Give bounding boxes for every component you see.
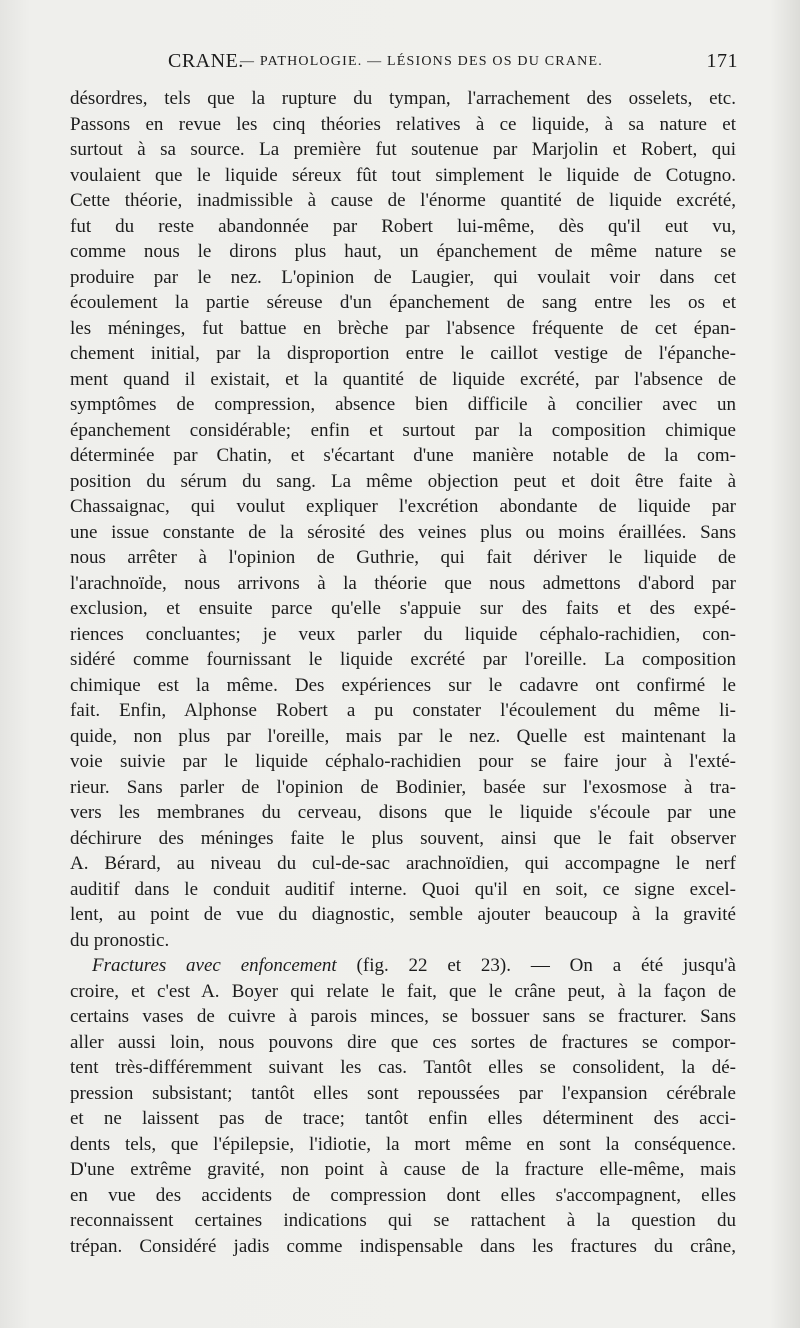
- text-line: Cette théorie, inadmissible à cause de l'énorme quantité de liquide excrété,: [70, 190, 736, 211]
- text-line: chimique est la même. Des expériences sur le cadavre ont confirmé le: [70, 674, 736, 696]
- paragraph-fractures: [70, 953, 736, 1259]
- running-header: [68, 50, 738, 80]
- text-line: en vue des accidents de compression dont elles s'accompagnent, elles: [70, 1184, 736, 1206]
- text-line: sidéré comme fournissant le liquide excrété par l'oreille. La composition: [70, 649, 736, 670]
- text-line: déchirure des méninges faite le plus souvent, ainsi que le fait observer: [70, 827, 736, 849]
- paragraph-theories: [70, 86, 736, 953]
- text-line: croire, et c'est A. Boyer qui relate le fait, que le crâne peut, à la façon de: [70, 980, 736, 1002]
- text-line: produire par le nez. L'opinion de Laugier, qui voulait voir dans cet: [70, 266, 736, 288]
- text-line: fut du reste abandonnée par Robert lui-même, dès qu'il eut vu,: [70, 215, 736, 237]
- text-line: Chassaignac, qui voulut expliquer l'excrétion abondante de liquide par: [70, 496, 736, 517]
- text-line: rieur. Sans parler de l'opinion de Bodinier, basée sur l'exosmose à tra-: [70, 776, 736, 798]
- text-line: écoulement la partie séreuse d'un épanchement de sang entre les os et: [70, 292, 736, 313]
- body-text: [70, 86, 736, 1259]
- text-line: déterminée par Chatin, et s'écartant d'une manière notable de la com-: [70, 445, 736, 466]
- heading-line-rest: (fig. 22 et 23). — On a été jusqu'à: [336, 955, 736, 976]
- text-line: reconnaissent certaines indications qui se rattachent à la question du: [70, 1210, 736, 1231]
- text-line: l'arachnoïde, nous arrivons à la théorie que nous admettons d'abord par: [70, 572, 736, 594]
- text-line: fait. Enfin, Alphonse Robert a pu constater l'écoulement du même li-: [70, 700, 736, 721]
- text-line: lent, au point de vue du diagnostic, semble ajouter beaucoup à la gravité: [70, 904, 736, 925]
- text-line: désordres, tels que la rupture du tympan, l'arrachement des osselets, etc.: [70, 88, 736, 109]
- text-line: voie suivie par le liquide céphalo-rachidien pour se faire jour à l'exté-: [70, 751, 736, 772]
- text-line: position du sérum du sang. La même objection peut et doit être faite à: [70, 470, 736, 492]
- text-line: aller aussi loin, nous pouvons dire que ces sortes de fractures se compor-: [70, 1031, 736, 1053]
- text-line: [70, 953, 736, 979]
- text-line: les méninges, fut battue en brèche par l'absence fréquente de cet épan-: [70, 317, 736, 339]
- text-line: certains vases de cuivre à parois minces, se bossuer sans se fracturer. Sans: [70, 1006, 736, 1027]
- text-line: riences concluantes; je veux parler du liquide céphalo-rachidien, con-: [70, 623, 736, 645]
- text-line: pression subsistant; tantôt elles sont repoussées par l'expansion cérébrale: [70, 1082, 736, 1104]
- text-line: D'une extrême gravité, non point à cause de la fracture elle-même, mais: [70, 1159, 736, 1180]
- text-line: du pronostic.: [70, 929, 170, 951]
- text-line: et ne laissent pas de trace; tantôt enfin elles déterminent des acci-: [70, 1108, 736, 1129]
- text-line: exclusion, et ensuite parce qu'elle s'appuie sur des faits et des expé-: [70, 598, 736, 619]
- text-line: épanchement considérable; enfin et surtout par la composition chimique: [70, 419, 736, 441]
- text-line: comme nous le dirons plus haut, un épanchement de même nature se: [70, 241, 736, 262]
- text-line: tent très-différemment suivant les cas. Tantôt elles se consolident, la dé-: [70, 1057, 736, 1078]
- text-line: nous arrêter à l'opinion de Guthrie, qui fait dériver le liquide de: [70, 547, 736, 568]
- text-line: une issue constante de la sérosité des veines plus ou moins éraillées. Sans: [70, 521, 736, 543]
- text-line: chement initial, par la disproportion entre le caillot vestige de l'épanche-: [70, 343, 736, 364]
- text-line: trépan. Considéré jadis comme indispensable dans les fractures du crâne,: [70, 1235, 736, 1257]
- text-line: ment quand il existait, et la quantité de liquide excrété, par l'absence de: [70, 368, 736, 390]
- text-line: A. Bérard, au niveau du cul-de-sac arachnoïdien, qui accompagne le nerf: [70, 853, 736, 874]
- text-line: dents tels, que l'épilepsie, l'idiotie, la mort même en sont la conséquence.: [70, 1133, 736, 1155]
- section-heading: Fractures avec enfoncement: [92, 955, 337, 976]
- text-line: symptômes de compression, absence bien difficile à concilier avec un: [70, 394, 736, 415]
- text-line: voulaient que le liquide séreux fût tout simplement le liquide de Cotugno.: [70, 164, 736, 186]
- text-line: Passons en revue les cinq théories relatives à ce liquide, à sa nature et: [70, 113, 736, 135]
- text-line: auditif dans le conduit auditif interne. Quoi qu'il en soit, ce signe excel-: [70, 878, 736, 900]
- text-line: surtout à sa source. La première fut soutenue par Marjolin et Robert, qui: [70, 139, 736, 160]
- text-line: vers les membranes du cerveau, disons que le liquide s'écoule par une: [70, 802, 736, 823]
- header-subtitle: — PATHOLOGIE. — LÉSIONS DES OS DU CRANE.: [240, 54, 603, 69]
- header-section-title: CRANE.: [168, 50, 244, 72]
- page-number: 171: [706, 50, 738, 72]
- text-line: quide, non plus par l'oreille, mais par le nez. Quelle est maintenant la: [70, 725, 736, 747]
